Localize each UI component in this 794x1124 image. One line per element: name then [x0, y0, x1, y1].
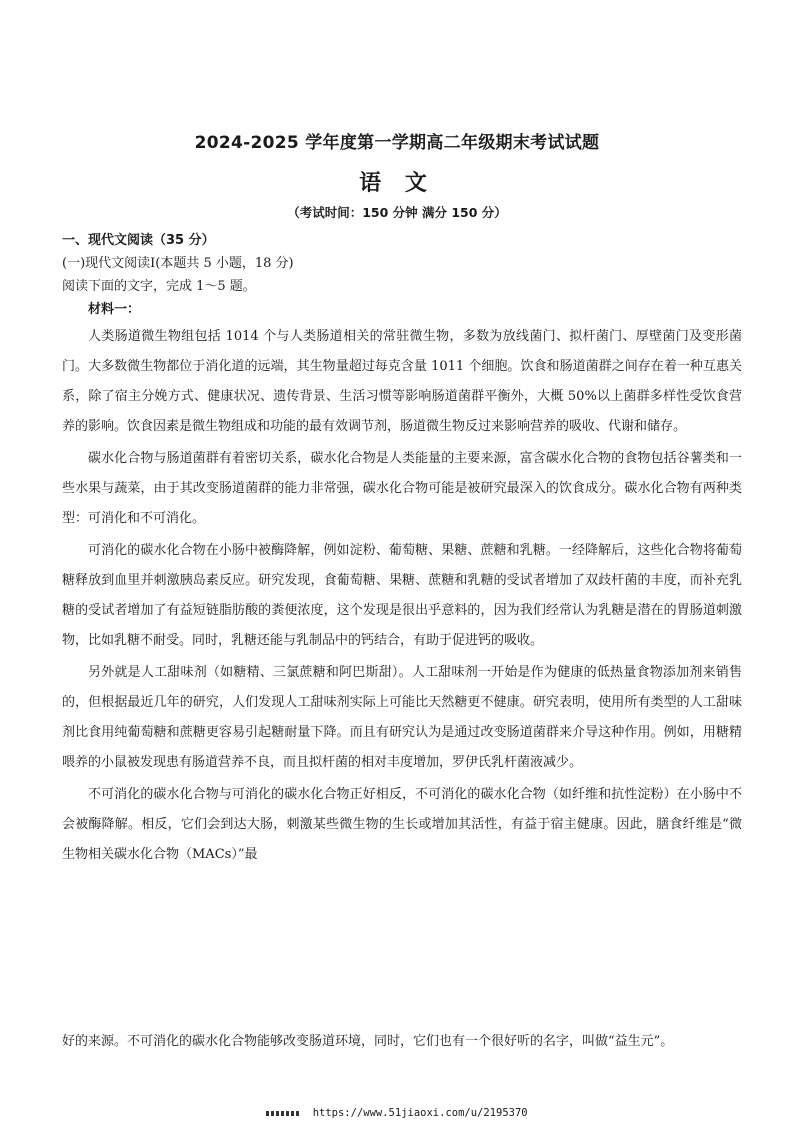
exam-title: 2024-2025 学年度第一学期高二年级期末考试试题 — [194, 133, 600, 153]
paragraph: 不可消化的碳水化合物与可消化的碳水化合物正好相反，不可消化的碳水化合物（如纤维和抗性淀粉）在小肠中不会被酶降解。相反，它们会到达大肠，刺激某些微生物的生长或增加其活性，有益于宿主健康。因此，膳食纤维是“微生物相关碳水化合物（MACs）”最 — [62, 787, 742, 862]
sub-heading: (一)现代文阅读Ⅰ(本题共 5 小题，18 分) — [62, 256, 294, 271]
material-label: 材料一： — [88, 302, 141, 317]
exam-meta: （考试时间：150 分钟 满分 150 分） — [287, 205, 507, 220]
footer-url[interactable]: https://www.51jiaoxi.com/u/2195370 — [312, 1107, 528, 1119]
paragraph: 碳水化合物与肠道菌群有着密切关系，碳水化合物是人类能量的主要来源，富含碳水化合物的食物包括谷薯类和一些水果与蔬菜，由于其改变肠道菌群的能力非常强，碳水化合物可能是被研究最深入的饮食成分。碳水化合物有两种类型：可消化和不可消化。 — [62, 451, 742, 526]
passage — [62, 322, 742, 872]
paragraph: 另外就是人工甜味剂（如糖精、三氯蔗糖和阿巴斯甜）。人工甜味剂一开始是作为健康的低热量食物添加剂来销售的，但根据最近几年的研究，人们发现人工甜味剂实际上可能比天然糖更不健康。研究表明，使用所有类型的人工甜味剂比食用纯葡萄糖和蔗糖更容易引起糖耐量下降。而且有研究认为是通过改变肠道菌群来介导这种作用。例如，用糖精喂养的小鼠被发现患有肠道营养不良，而且拟杆菌的相对丰度增加，罗伊氏乳杆菌液减少。 — [62, 665, 742, 770]
continuation-paragraph: 好的来源。不可消化的碳水化合物能够改变肠道环境，同时，它们也有一个很好听的名字，叫做“益生元”。 — [62, 1034, 674, 1049]
section-heading: 一、现代文阅读（35 分） — [62, 233, 215, 248]
subject-title: 语 文 — [359, 171, 435, 196]
paragraph: 可消化的碳水化合物在小肠中被酶降解，例如淀粉、葡萄糖、果糖、蔗糖和乳糖。一经降解后，这些化合物将葡萄糖释放到血里并刺激胰岛素反应。研究发现，食葡萄糖、果糖、蔗糖和乳糖的受试者增加了双歧杆菌的丰度，而补充乳糖的受试者增加了有益短链脂肪酸的粪便浓度，这个发现是很出乎意料的，因为我们经常认为乳糖是潜在的胃肠道刺激物，比如乳糖不耐受。同时，乳糖还能与乳制品中的钙结合，有助于促进钙的吸收。 — [62, 543, 742, 648]
site-logo-icon — [266, 1111, 300, 1116]
instruction: 阅读下面的文字，完成 1～5 题。 — [62, 279, 256, 294]
paragraph: 人类肠道微生物组包括 1014 个与人类肠道相关的常驻微生物，多数为放线菌门、拟杆菌门、厚壁菌门及变形菌门。大多数微生物都位于消化道的远端，其生物量超过每克含量 1011 个细胞。饮食和肠道菌群之间存在着一种互惠关系，除了宿主分娩方式、健康状况、遗传背景、生活习惯等影响肠道菌群平衡外，大概 50%以上菌群多样性受饮食营养的影响。饮食因素是微生物组成和功能的最有效调节剂，肠道微生物反过来影响营养的吸收、代谢和储存。 — [62, 329, 742, 434]
footer — [0, 1107, 794, 1119]
